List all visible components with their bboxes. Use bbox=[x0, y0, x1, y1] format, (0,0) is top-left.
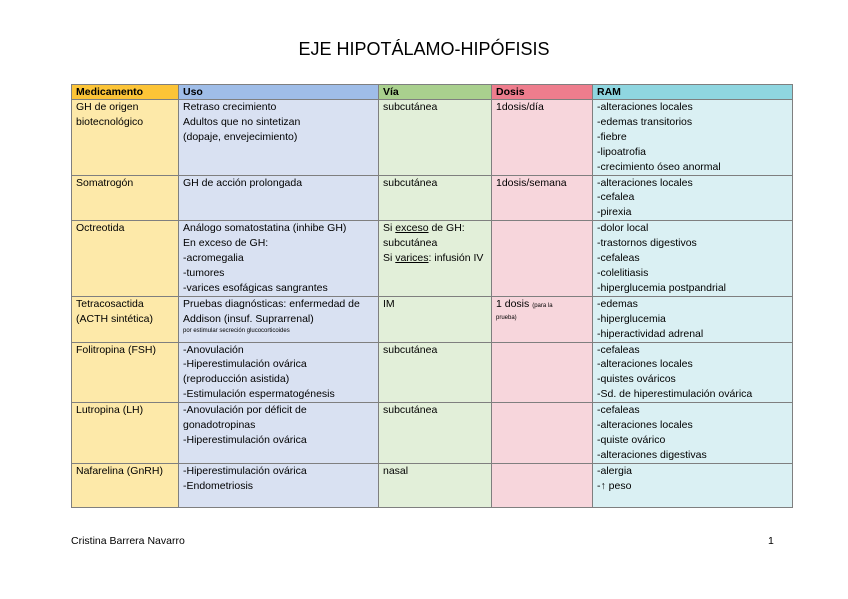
cell-line: -acromegalia bbox=[183, 252, 244, 265]
cell-dosis bbox=[492, 342, 593, 403]
cell-line: -quiste ovárico bbox=[597, 433, 666, 446]
cell-line: -cefalea bbox=[597, 191, 635, 204]
cell-line: -alteraciones locales bbox=[597, 419, 693, 432]
header-medicamento: Medicamento bbox=[72, 85, 179, 100]
cell-line: subcutánea bbox=[383, 176, 438, 189]
cell-line: gonadotropinas bbox=[183, 419, 256, 432]
cell-line: -hiperactividad adrenal bbox=[597, 327, 704, 340]
cell-uso bbox=[179, 175, 379, 221]
cell-line: -hiperglucemia bbox=[597, 312, 666, 325]
cell-line: Adultos que no sintetizan bbox=[183, 115, 301, 128]
cell-note: prueba) bbox=[496, 314, 517, 321]
cell-uso bbox=[179, 100, 379, 176]
table-header-row bbox=[72, 85, 793, 100]
cell-medicamento bbox=[72, 342, 179, 403]
cell-text: de GH: bbox=[428, 222, 465, 235]
cell-line: subcutánea bbox=[383, 343, 438, 356]
cell-line: -dolor local bbox=[597, 222, 649, 235]
table-row bbox=[72, 100, 793, 176]
cell-uso bbox=[179, 296, 379, 342]
cell-text: : infusión IV bbox=[428, 252, 484, 265]
cell-line: -Endometriosis bbox=[183, 479, 254, 492]
cell-ram bbox=[593, 100, 793, 176]
cell-line: -Estimulación espermatogénesis bbox=[183, 388, 335, 401]
cell-line: 1dosis/día bbox=[496, 101, 544, 113]
header-ram: RAM bbox=[593, 85, 793, 100]
cell-ram bbox=[593, 175, 793, 221]
cell-line: -Hiperestimulación ovárica bbox=[183, 433, 307, 446]
cell-line: -alteraciones digestivas bbox=[597, 448, 707, 461]
cell-ram bbox=[593, 221, 793, 297]
cell-via bbox=[379, 463, 492, 507]
cell-line bbox=[383, 221, 487, 236]
cell-via bbox=[379, 296, 492, 342]
cell-via bbox=[379, 342, 492, 403]
table-row bbox=[72, 403, 793, 464]
cell-line: -edemas transitorios bbox=[597, 115, 693, 128]
cell-line: -Hiperestimulación ovárica bbox=[183, 464, 307, 477]
cell-line: Somatrogón bbox=[76, 176, 134, 189]
cell-dosis bbox=[492, 403, 593, 464]
cell-note: (para la bbox=[532, 302, 553, 309]
cell-text: 1 dosis bbox=[496, 297, 530, 310]
cell-dosis bbox=[492, 296, 593, 342]
footer-author: Cristina Barrera Navarro bbox=[71, 535, 185, 547]
cell-line: -lipoatrofia bbox=[597, 145, 647, 158]
cell-line: subcutánea bbox=[383, 237, 438, 250]
cell-via bbox=[379, 403, 492, 464]
cell-line: -alergia bbox=[597, 464, 633, 477]
page-title: EJE HIPOTÁLAMO-HIPÓFISIS bbox=[298, 39, 550, 59]
cell-line: -Anovulación bbox=[183, 343, 244, 356]
cell-line: subcutánea bbox=[383, 101, 438, 113]
cell-line: -fiebre bbox=[597, 130, 627, 143]
cell-via bbox=[379, 221, 492, 297]
header-via: Vía bbox=[379, 85, 492, 100]
cell-medicamento bbox=[72, 403, 179, 464]
cell-medicamento bbox=[72, 175, 179, 221]
cell-line: -Hiperestimulación ovárica bbox=[183, 358, 307, 371]
cell-line: GH de origen bbox=[76, 101, 139, 113]
cell-line: -pirexia bbox=[597, 206, 632, 219]
cell-text-underlined: varices bbox=[395, 252, 429, 265]
cell-line: (ACTH sintética) bbox=[76, 312, 154, 325]
cell-line: Addison (insuf. Suprarrenal) bbox=[183, 312, 314, 325]
cell-line: -quistes ováricos bbox=[597, 373, 676, 386]
table-row bbox=[72, 342, 793, 403]
cell-line: -alteraciones locales bbox=[597, 358, 693, 371]
cell-text: Si bbox=[383, 252, 396, 265]
cell-line: Octreotida bbox=[76, 222, 125, 235]
cell-note: por estimular secreción glucocorticoides bbox=[183, 327, 290, 334]
cell-line: -edemas bbox=[597, 297, 638, 310]
cell-line: -cefaleas bbox=[597, 404, 640, 417]
cell-via bbox=[379, 175, 492, 221]
cell-uso bbox=[179, 463, 379, 507]
cell-line: -↑ peso bbox=[597, 479, 632, 492]
cell-dosis bbox=[492, 100, 593, 176]
cell-dosis bbox=[492, 221, 593, 297]
cell-line: -Sd. de hiperestimulación ovárica bbox=[597, 388, 753, 401]
cell-line: -crecimiento óseo anormal bbox=[597, 160, 721, 173]
cell-ram bbox=[593, 296, 793, 342]
cell-line: subcutánea bbox=[383, 404, 438, 417]
cell-ram bbox=[593, 342, 793, 403]
cell-line: -tumores bbox=[183, 266, 225, 279]
cell-line: (reproducción asistida) bbox=[183, 373, 290, 386]
cell-uso bbox=[179, 221, 379, 297]
cell-line: -hiperglucemia postpandrial bbox=[597, 281, 726, 294]
header-dosis: Dosis bbox=[492, 85, 593, 100]
table-row bbox=[72, 296, 793, 342]
cell-line: -cefaleas bbox=[597, 252, 640, 265]
cell-via bbox=[379, 100, 492, 176]
drug-table bbox=[71, 84, 793, 508]
cell-medicamento bbox=[72, 221, 179, 297]
cell-line: -cefaleas bbox=[597, 343, 640, 356]
cell-uso bbox=[179, 342, 379, 403]
cell-ram bbox=[593, 463, 793, 507]
cell-ram bbox=[593, 403, 793, 464]
cell-line: GH de acción prolongada bbox=[183, 176, 303, 189]
cell-line: En exceso de GH: bbox=[183, 237, 269, 250]
cell-line bbox=[383, 251, 487, 266]
cell-medicamento bbox=[72, 463, 179, 507]
cell-line: Folitropina (FSH) bbox=[76, 343, 156, 356]
cell-line: Lutropina (LH) bbox=[76, 404, 144, 417]
cell-line: Pruebas diagnósticas: enfermedad de bbox=[183, 297, 360, 310]
cell-line: IM bbox=[383, 297, 395, 310]
cell-line: Tetracosactida bbox=[76, 297, 144, 310]
header-uso: Uso bbox=[179, 85, 379, 100]
table-row bbox=[72, 221, 793, 297]
cell-line: Retraso crecimiento bbox=[183, 101, 277, 113]
cell-line: Análogo somatostatina (inhibe GH) bbox=[183, 222, 347, 235]
page-number: 1 bbox=[768, 535, 774, 547]
cell-line bbox=[496, 297, 588, 314]
cell-dosis bbox=[492, 463, 593, 507]
cell-medicamento bbox=[72, 296, 179, 342]
cell-line: -varices esofágicas sangrantes bbox=[183, 281, 328, 294]
cell-line: -alteraciones locales bbox=[597, 101, 693, 113]
cell-line: -Anovulación por déficit de bbox=[183, 404, 307, 417]
cell-dosis bbox=[492, 175, 593, 221]
cell-line: -alteraciones locales bbox=[597, 176, 693, 189]
cell-line: 1dosis/semana bbox=[496, 176, 567, 189]
cell-line: (dopaje, envejecimiento) bbox=[183, 130, 298, 143]
cell-line: Nafarelina (GnRH) bbox=[76, 464, 163, 477]
cell-text: Si bbox=[383, 222, 396, 235]
cell-medicamento bbox=[72, 100, 179, 176]
cell-line: -trastornos digestivos bbox=[597, 237, 697, 250]
cell-line: biotecnológico bbox=[76, 115, 144, 128]
table-row bbox=[72, 175, 793, 221]
cell-line: nasal bbox=[383, 464, 409, 477]
cell-text-underlined: exceso bbox=[395, 222, 429, 235]
table-row bbox=[72, 463, 793, 507]
cell-uso bbox=[179, 403, 379, 464]
cell-line: -colelitiasis bbox=[597, 266, 649, 279]
